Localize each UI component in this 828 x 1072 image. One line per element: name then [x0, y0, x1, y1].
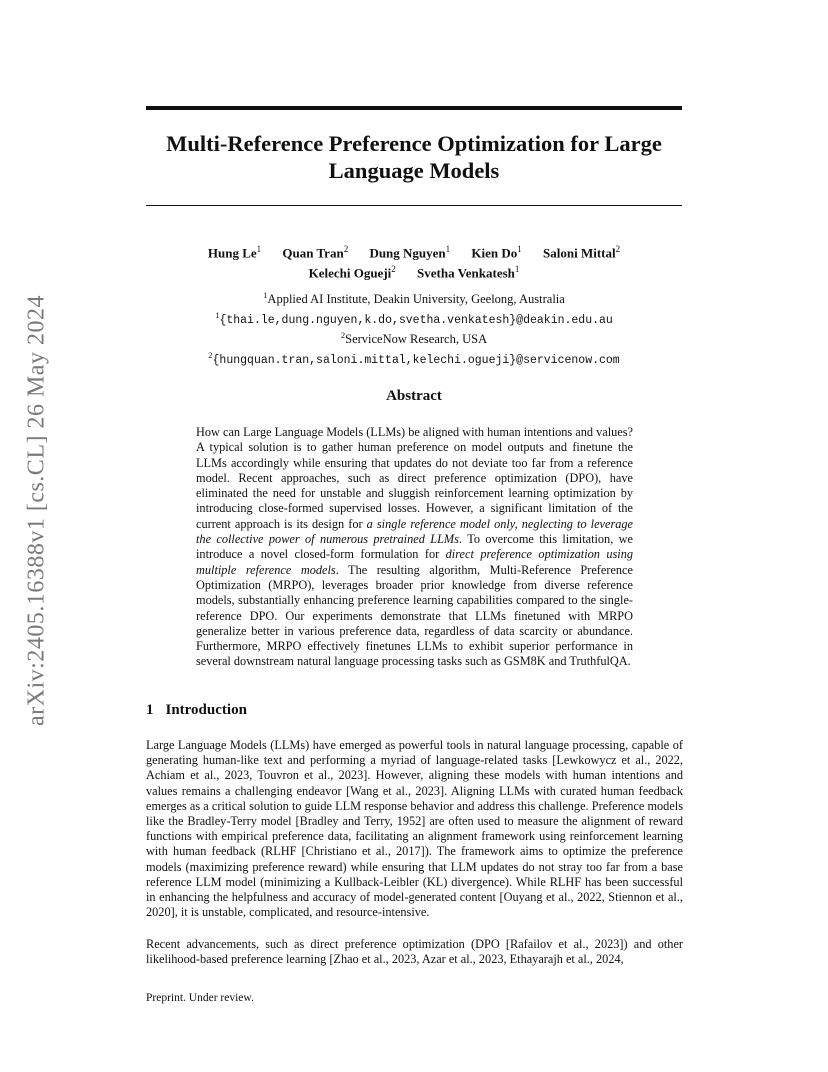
author: Kien Do$^1$	[471, 244, 522, 261]
author: Svetha Venkatesh$^1$	[417, 264, 520, 281]
affiliation-line: $^2$ServiceNow Research, USA	[340, 330, 488, 347]
author-list	[146, 241, 682, 282]
author: Kelechi Ogueji$^2$	[308, 264, 396, 281]
affiliation-emails: $^1${thai.le,dung.nguyen,k.do,svetha.venkatesh}@deakin.edu.au	[215, 309, 613, 327]
arxiv-stamp: arXiv:2405.16388v1 [cs.CL] 26 May 2024	[23, 295, 50, 726]
intro-paragraph: Large Language Models (LLMs) have emerged as powerful tools in natural language processing, capable of generating human-like text and performing a myriad of language-related tasks [Lewkowycz et al., 2022, Achiam et al., 2023, Touvron et al., 2023]. However, aligning these models with human intentions and values remains a challenging endeavor [Wang et al., 2023]. Aligning LLMs with curated human feedback emerges as a critical solution to guide LLM response behavior and address this challenge. Preference models like the Bradley-Terry model [Bradley and Terry, 1952] are often used to measure the alignment of reward functions with empirical preference data, facilitating an alignment framework using reinforcement learning with human feedback (RLHF [Christiano et al., 2017]). The framework aims to optimize the preference models (maximizing preference reward) while ensuring that LLM updates do not stray too far from a base reference LLM model (minimizing a Kullback-Leibler (KL) divergence). While RLHF has been successful in enhancing the helpfulness and accuracy of model-generated content [Ouyang et al., 2022, Stiennon et al., 2020], it is unstable, complicated, and resource-intensive.	[146, 738, 683, 920]
affiliation-line: $^1$Applied AI Institute, Deakin University, Geelong, Australia	[263, 290, 565, 307]
abstract-body: How can Large Language Models (LLMs) be aligned with human intentions and values? A typical solution is to gather human preference on model outputs and finetune the LLMs accordingly while ensuring that updates do not deviate too far from a reference model. Recent approaches, such as direct preference optimization (DPO), have eliminated the need for unstable and sluggish reinforcement learning optimization by introducing close-formed supervised losses. However, a significant limitation of the current approach is its design for a single reference model only, neglecting to leverage the collective power of numerous pretrained LLMs. To overcome this limitation, we introduce a novel closed-form formulation for direct preference optimization using multiple reference models. The resulting algorithm, Multi-Reference Preference Optimization (MRPO), leverages broader prior knowledge from diverse reference models, substantially enhancing preference learning capabilities compared to the single-reference DPO. Our experiments demonstrate that LLMs finetuned with MRPO generalize better in various preference data, regardless of data scarcity or abundance. Furthermore, MRPO effectively finetunes LLMs to exhibit superior performance in several downstream natural language processing tasks such as GSM8K and TruthfulQA.	[196, 425, 634, 669]
author: Dung Nguyen$^1$	[369, 244, 451, 261]
affiliation-emails: $^2${hungquan.tran,saloni.mittal,kelechi.ogueji}@servicenow.com	[208, 349, 620, 368]
author: Hung Le$^1$	[207, 244, 262, 261]
title-bottom-rule	[146, 205, 682, 206]
paper-title: Multi-Reference Preference Optimization for Large Language Models	[166, 131, 662, 183]
author: Saloni Mittal$^2$	[543, 244, 621, 261]
affiliations	[146, 288, 682, 369]
footer-note: Preprint. Under review.	[146, 992, 254, 1004]
author: Quan Tran$^2$	[282, 244, 349, 261]
abstract-heading: Abstract	[386, 388, 442, 404]
section-heading: 1 Introduction	[146, 702, 247, 718]
intro-paragraph: Recent advancements, such as direct preference optimization (DPO [Rafailov et al., 2023]) and other likelihood-based preference learning [Zhao et al., 2023, Azar et al., 2023, Ethayarajh et al., 2024,	[146, 937, 683, 967]
title-top-rule	[146, 106, 682, 110]
